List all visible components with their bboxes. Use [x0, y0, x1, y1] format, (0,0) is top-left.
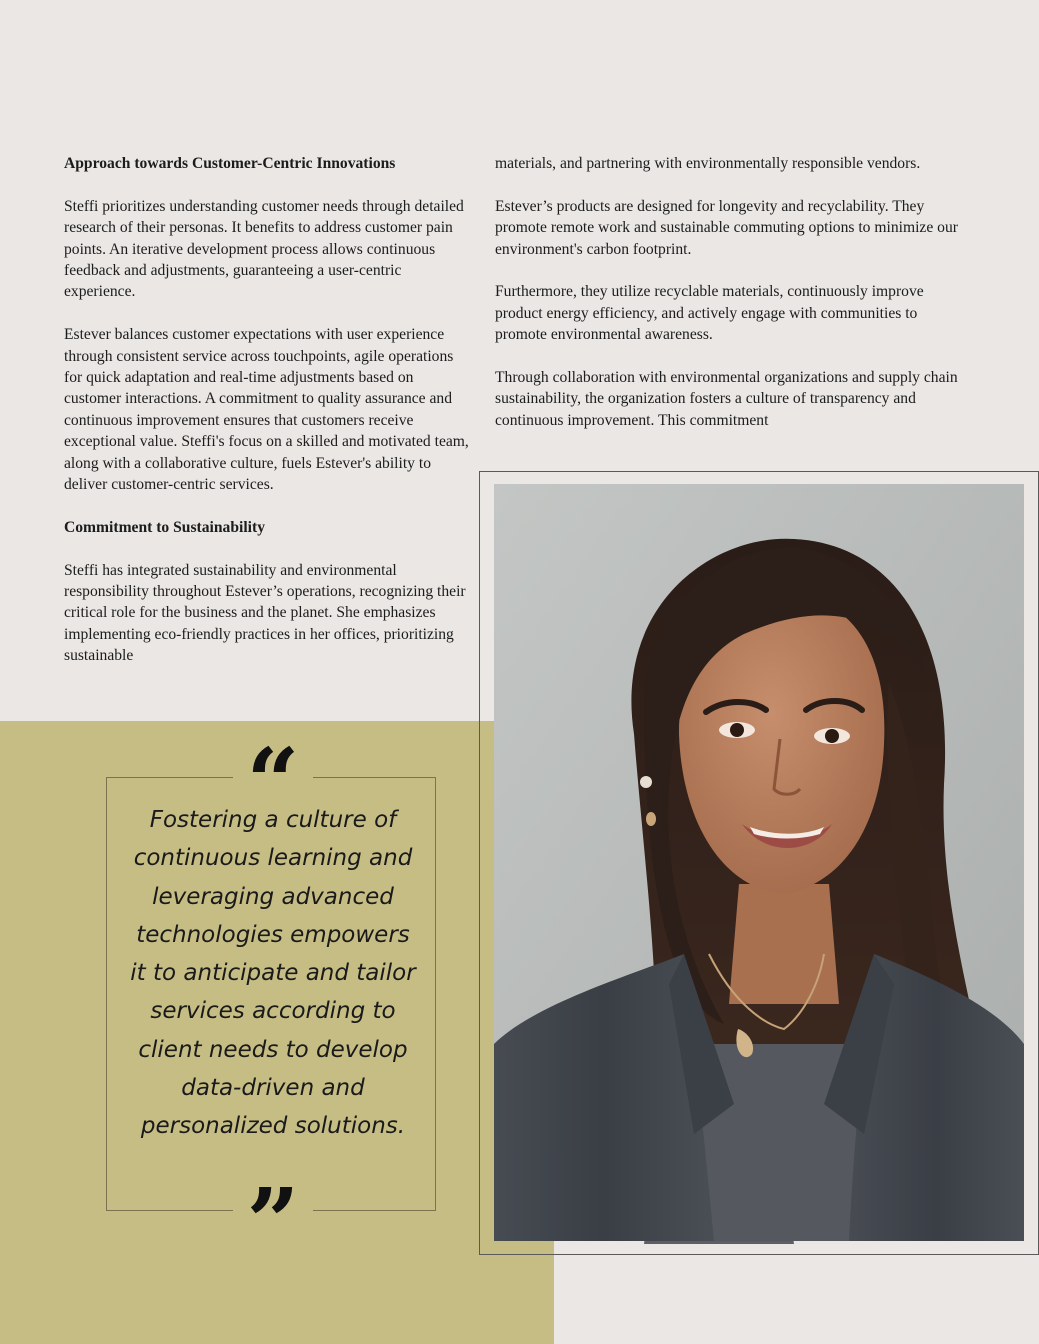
customer-experience-paragraph: Estever balances customer expectations with user experience through consistent service across touchpoints, agile operations for quick adaptation and real-time adjustments based on customer interactions. A commitment to quality assurance and continuous improvement ensures that customers receive exceptional value. Steffi's focus on a skilled and motivated team, along with a collaborative culture, fuels Estever's ability to deliver customer-centric services.	[64, 326, 469, 494]
products-paragraph: Estever’s products are designed for longevity and recyclability. They promote remote work and sustainable commuting options to minimize our environment's carbon footprint.	[495, 197, 958, 258]
close-quote-icon: ”	[233, 1188, 313, 1240]
materials-paragraph: Furthermore, they utilize recyclable materials, continuously improve product energy efficiency, and actively engage with communities to promote environmental awareness.	[495, 283, 924, 344]
customer-centric-heading: Approach towards Customer-Centric Innovations	[64, 155, 396, 172]
left-text-column	[64, 153, 474, 688]
pull-quote-text: Fostering a culture of continuous learning and leveraging advanced technologies empowers it to anticipate and tailor services according to client needs to develop data-driven and personalized solutions.	[130, 807, 416, 1140]
customer-research-paragraph: Steffi prioritizes understanding customer needs through detailed research of their personas. It benefits to address customer pain points. An iterative development process allows continuous feedback and adjustments, guaranteeing a user-centric experience.	[64, 197, 464, 301]
collaboration-paragraph: Through collaboration with environmental organizations and supply chain sustainability, the organization fosters a culture of transparency and continuous improvement. This commitment	[495, 369, 958, 429]
sustainability-intro-paragraph: Steffi has integrated sustainability and environmental responsibility throughout Estever’s operations, recognizing their critical role for the business and the planet. She emphasizes implementing eco-friendly practices in her offices, prioritizing sustainable	[64, 561, 466, 665]
vendors-paragraph: materials, and partnering with environmentally responsible vendors.	[495, 155, 921, 172]
sustainability-heading: Commitment to Sustainability	[64, 518, 265, 536]
open-quote-icon: “	[233, 744, 313, 796]
right-text-column	[495, 153, 960, 453]
portrait-photo	[494, 484, 1024, 1241]
